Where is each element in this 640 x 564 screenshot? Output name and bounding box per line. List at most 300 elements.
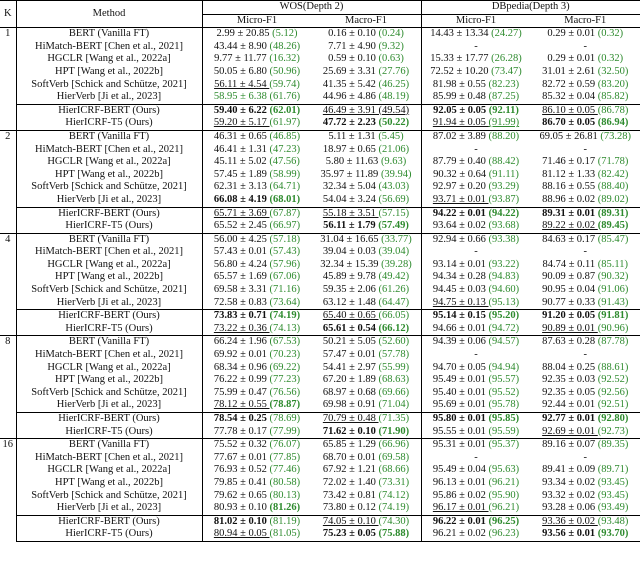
score-best: (74.13)	[269, 322, 301, 334]
score-mean-std: 73.83 ± 0.71	[213, 310, 270, 322]
score-mean-std: 92.77 ± 0.01	[542, 413, 598, 424]
score-best: (93.48)	[597, 515, 629, 527]
score-cell	[312, 66, 422, 79]
method-name: HierVerb [Ji et al., 2023]	[16, 297, 202, 310]
score-best: (71.16)	[269, 284, 301, 296]
k-value: 4	[0, 233, 16, 336]
method-name: SoftVerb [Schick and Schütze, 2021]	[16, 79, 202, 92]
score-mean-std: 57.43 ± 0.01	[213, 246, 270, 258]
score-best: (89.35)	[597, 439, 629, 451]
score-cell	[421, 220, 531, 233]
score-cell	[531, 117, 640, 130]
score-cell	[312, 464, 422, 477]
score-best: (67.53)	[269, 336, 301, 348]
score-mean-std: 94.22 ± 0.01	[432, 207, 489, 219]
score-cell	[421, 387, 531, 400]
score-best: (93.22)	[488, 258, 520, 270]
wos-macro-header: Macro-F1	[312, 14, 422, 28]
score-mean-std: 74.05 ± 0.10	[322, 515, 379, 527]
table-row	[0, 413, 640, 426]
method-name: HierVerb [Ji et al., 2023]	[16, 399, 202, 412]
score-best: (27.76)	[378, 65, 410, 77]
score-best: (78.87)	[269, 399, 301, 411]
score-mean-std: 88.16 ± 0.55	[542, 181, 598, 193]
score-mean-std: 80.94 ± 0.05	[213, 528, 270, 540]
score-cell	[202, 271, 312, 284]
method-name: HierICRF-T5 (Ours)	[16, 117, 202, 130]
score-mean-std: 43.44 ± 8.90	[213, 40, 270, 52]
score-best: (16.32)	[269, 53, 300, 65]
score-best: (81.05)	[269, 528, 301, 540]
method-name: HierICRF-T5 (Ours)	[16, 528, 202, 541]
score-mean-std: 9.77 ± 11.77	[214, 53, 270, 65]
method-name: HPT [Wang et al., 2022b]	[16, 477, 202, 490]
score-cell	[312, 194, 422, 207]
method-name: HierICRF-BERT (Ours)	[16, 413, 202, 426]
score-best: (71.78)	[597, 156, 629, 168]
score-best: (95.57)	[488, 374, 520, 386]
score-best: (73.31)	[378, 476, 410, 488]
score-mean-std: 88.96 ± 0.02	[542, 193, 598, 205]
score-cell	[312, 362, 422, 375]
score-best: (74.19)	[378, 502, 410, 514]
score-mean-std: 45.89 ± 9.78	[322, 271, 379, 283]
score-cell	[202, 387, 312, 400]
score-cell	[312, 426, 422, 439]
score-cell	[202, 323, 312, 336]
score-best: (71.35)	[378, 413, 410, 424]
table-row	[0, 66, 640, 79]
score-best: (91.99)	[488, 117, 520, 129]
score-mean-std: 68.97 ± 0.68	[322, 386, 379, 398]
score-cell	[421, 374, 531, 387]
score-mean-std: 92.69 ± 0.01	[542, 425, 598, 437]
score-best: (74.19)	[269, 310, 301, 322]
score-mean-std: 93.56 ± 0.01	[542, 528, 598, 540]
score-mean-std: 69.92 ± 0.01	[213, 349, 270, 361]
score-mean-std: 90.95 ± 0.04	[542, 284, 598, 296]
method-name: HierICRF-T5 (Ours)	[16, 220, 202, 233]
method-name: HGCLR [Wang et al., 2022a]	[16, 362, 202, 375]
header-row-1	[0, 1, 640, 15]
score-cell	[421, 28, 531, 41]
method-name: BERT (Vanilla FT)	[16, 28, 202, 41]
score-cell	[421, 426, 531, 439]
method-name: HGCLR [Wang et al., 2022a]	[16, 259, 202, 272]
score-best: (93.70)	[597, 528, 629, 540]
score-mean-std: 92.94 ± 0.66	[432, 233, 489, 245]
score-mean-std: 95.86 ± 0.02	[432, 489, 489, 501]
score-mean-std: 82.72 ± 0.59	[542, 78, 598, 90]
score-cell	[202, 452, 312, 465]
score-cell	[202, 477, 312, 490]
score-mean-std: 0.29 ± 0.01	[547, 28, 598, 40]
score-mean-std: 79.85 ± 0.41	[213, 476, 270, 488]
score-best: (92.52)	[597, 374, 629, 386]
score-mean-std: 84.63 ± 0.17	[542, 233, 598, 245]
score-cell: -	[474, 143, 478, 155]
score-cell	[312, 336, 422, 349]
score-best: (77.99)	[269, 425, 301, 437]
method-name: HGCLR [Wang et al., 2022a]	[16, 464, 202, 477]
score-cell	[531, 66, 640, 79]
score-cell	[421, 194, 531, 207]
score-mean-std: 68.70 ± 0.01	[322, 451, 379, 463]
score-best: (96.21)	[488, 502, 520, 514]
table-row	[0, 53, 640, 66]
method-name: HierVerb [Ji et al., 2023]	[16, 91, 202, 104]
score-best: (39.94)	[380, 168, 412, 180]
table-row	[0, 490, 640, 503]
score-mean-std: 63.12 ± 1.48	[322, 296, 379, 308]
score-best: (33.77)	[381, 233, 412, 245]
score-mean-std: 69.98 ± 0.91	[322, 399, 379, 411]
score-mean-std: 0.59 ± 0.10	[328, 53, 379, 65]
score-cell	[312, 349, 422, 362]
score-mean-std: 95.69 ± 0.01	[432, 399, 489, 411]
score-mean-std: 67.92 ± 1.21	[322, 464, 379, 476]
score-cell	[312, 413, 422, 426]
score-best: (91.06)	[597, 284, 629, 296]
score-mean-std: 95.14 ± 0.15	[432, 310, 489, 322]
score-best: (96.23)	[488, 528, 520, 540]
score-mean-std: 46.31 ± 0.65	[213, 130, 270, 142]
score-cell	[531, 323, 640, 336]
score-best: (69.22)	[269, 361, 301, 373]
score-best: (69.66)	[378, 386, 410, 398]
score-best: (5.45)	[378, 130, 404, 142]
method-header: Method	[16, 1, 202, 28]
method-name: HPT [Wang et al., 2022b]	[16, 169, 202, 182]
table-row	[0, 310, 640, 323]
score-cell	[421, 528, 531, 541]
table-row	[0, 374, 640, 387]
score-cell	[312, 246, 422, 259]
score-best: (94.83)	[488, 271, 520, 283]
score-mean-std: 91.94 ± 0.05	[432, 117, 489, 129]
score-best: (9.63)	[380, 156, 407, 168]
score-cell	[202, 79, 312, 92]
score-mean-std: 44.96 ± 4.86	[322, 91, 379, 103]
table-row	[0, 452, 640, 465]
score-best: (93.29)	[488, 181, 520, 193]
table-row	[0, 259, 640, 272]
score-best: (81.19)	[269, 515, 301, 527]
score-cell	[312, 41, 422, 54]
score-cell	[202, 259, 312, 272]
score-best: (77.46)	[269, 464, 301, 476]
method-name: BERT (Vanilla FT)	[16, 336, 202, 349]
score-best: (76.56)	[269, 386, 301, 398]
score-mean-std: 56.11 ± 4.54	[214, 78, 270, 90]
score-best: (96.21)	[488, 476, 520, 488]
table-row	[0, 117, 640, 130]
score-cell	[202, 426, 312, 439]
score-cell	[531, 156, 640, 169]
score-best: (73.64)	[269, 296, 301, 308]
score-mean-std: 45.11 ± 5.02	[214, 156, 270, 168]
table-row	[0, 426, 640, 439]
score-best: (50.96)	[269, 65, 301, 77]
score-best: (61.26)	[378, 284, 410, 296]
score-best: (66.97)	[269, 220, 301, 232]
score-mean-std: 78.54 ± 0.25	[213, 413, 270, 424]
score-cell: -	[474, 40, 478, 52]
dbpedia-header: DBpedia(Depth 3)	[421, 1, 640, 15]
score-best: (91.43)	[597, 296, 629, 308]
score-mean-std: 7.71 ± 4.90	[328, 40, 379, 52]
score-best: (0.32)	[597, 28, 624, 40]
method-name: HPT [Wang et al., 2022b]	[16, 66, 202, 79]
score-mean-std: 32.34 ± 5.04	[322, 181, 379, 193]
method-name: SoftVerb [Schick and Schütze, 2021]	[16, 490, 202, 503]
score-best: (49.42)	[378, 271, 410, 283]
score-cell	[312, 259, 422, 272]
score-best: (61.97)	[269, 117, 301, 129]
table-row	[0, 297, 640, 310]
score-best: (92.80)	[597, 413, 629, 424]
score-mean-std: 68.34 ± 0.96	[213, 361, 270, 373]
score-cell: -	[474, 451, 478, 463]
score-best: (76.07)	[269, 439, 301, 451]
score-cell	[312, 310, 422, 323]
score-best: (77.85)	[269, 451, 301, 463]
score-mean-std: 90.89 ± 0.01	[542, 322, 598, 334]
table-row	[0, 130, 640, 143]
score-best: (92.73)	[597, 425, 629, 437]
score-cell: -	[583, 451, 587, 463]
table-row	[0, 91, 640, 104]
score-mean-std: 91.20 ± 0.05	[542, 310, 598, 322]
score-cell	[531, 490, 640, 503]
score-mean-std: 86.10 ± 0.05	[542, 104, 598, 116]
score-mean-std: 73.80 ± 0.12	[322, 502, 379, 514]
score-mean-std: 94.34 ± 0.28	[432, 271, 489, 283]
table-row	[0, 387, 640, 400]
score-best: (57.78)	[378, 349, 410, 361]
table-row	[0, 169, 640, 182]
score-best: (80.58)	[269, 476, 301, 488]
score-best: (66.12)	[378, 322, 410, 334]
score-cell	[202, 207, 312, 220]
score-cell	[531, 91, 640, 104]
score-cell	[312, 207, 422, 220]
score-mean-std: 94.45 ± 0.03	[432, 284, 489, 296]
score-best: (96.25)	[488, 515, 520, 527]
score-mean-std: 54.04 ± 3.24	[322, 193, 379, 205]
table-row	[0, 246, 640, 259]
score-mean-std: 46.41 ± 1.31	[213, 143, 270, 155]
score-cell	[202, 220, 312, 233]
k-value: 1	[0, 28, 16, 131]
score-mean-std: 87.63 ± 0.28	[542, 336, 598, 348]
score-mean-std: 92.05 ± 0.05	[433, 104, 489, 116]
score-cell: -	[583, 349, 587, 361]
score-mean-std: 59.35 ± 2.06	[322, 284, 379, 296]
score-mean-std: 69.05 ± 26.81	[539, 130, 601, 142]
score-best: (47.56)	[269, 156, 300, 168]
score-mean-std: 81.02 ± 0.10	[213, 515, 270, 527]
score-best: (71.04)	[378, 399, 410, 411]
score-best: (50.22)	[378, 117, 410, 129]
score-best: (90.96)	[597, 322, 629, 334]
table-row	[0, 464, 640, 477]
table-row	[0, 284, 640, 297]
method-name: HiMatch-BERT [Chen et al., 2021]	[16, 144, 202, 157]
score-cell: -	[474, 349, 478, 361]
method-name: HierICRF-BERT (Ours)	[16, 207, 202, 220]
score-cell	[531, 515, 640, 528]
score-cell	[531, 259, 640, 272]
score-cell	[531, 426, 640, 439]
score-mean-std: 92.35 ± 0.03	[542, 374, 598, 386]
score-cell	[421, 439, 531, 452]
score-best: (49.54)	[378, 104, 410, 116]
score-cell	[312, 220, 422, 233]
score-cell	[531, 413, 640, 426]
score-best: (95.78)	[488, 399, 520, 411]
score-best: (68.63)	[378, 374, 410, 386]
method-name: BERT (Vanilla FT)	[16, 439, 202, 452]
score-mean-std: 94.66 ± 0.01	[432, 322, 489, 334]
score-cell	[202, 374, 312, 387]
score-cell	[531, 271, 640, 284]
score-best: (91.11)	[488, 168, 519, 180]
score-best: (47.23)	[269, 143, 301, 155]
score-cell	[531, 169, 640, 182]
score-mean-std: 80.93 ± 0.10	[213, 502, 270, 514]
score-mean-std: 89.22 ± 0.02	[542, 220, 598, 232]
score-best: (56.69)	[378, 193, 410, 205]
score-mean-std: 65.61 ± 0.54	[322, 322, 379, 334]
method-name: HPT [Wang et al., 2022b]	[16, 271, 202, 284]
score-cell	[312, 399, 422, 412]
score-best: (43.03)	[378, 181, 410, 193]
k-value: 16	[0, 439, 16, 542]
score-best: (88.42)	[488, 156, 520, 168]
method-name: SoftVerb [Schick and Schütze, 2021]	[16, 284, 202, 297]
method-name: HGCLR [Wang et al., 2022a]	[16, 53, 202, 66]
method-name: HierICRF-BERT (Ours)	[16, 310, 202, 323]
score-best: (93.87)	[488, 193, 520, 205]
score-best: (5.12)	[272, 28, 298, 40]
score-best: (95.13)	[488, 296, 520, 308]
score-cell	[312, 28, 422, 41]
method-name: HPT [Wang et al., 2022b]	[16, 374, 202, 387]
score-best: (21.06)	[378, 143, 410, 155]
score-mean-std: 58.95 ± 6.38	[213, 91, 270, 103]
score-best: (94.94)	[488, 361, 520, 373]
score-mean-std: 95.55 ± 0.01	[432, 425, 489, 437]
score-cell	[312, 323, 422, 336]
score-best: (89.71)	[597, 464, 629, 476]
score-cell	[531, 439, 640, 452]
score-best: (73.47)	[491, 65, 522, 77]
table-row	[0, 323, 640, 336]
score-mean-std: 96.22 ± 0.01	[432, 515, 489, 527]
dbp-micro-header: Micro-F1	[455, 14, 497, 26]
score-best: (46.25)	[378, 78, 410, 90]
score-cell	[531, 336, 640, 349]
score-cell	[531, 53, 640, 66]
score-best: (95.90)	[488, 489, 520, 501]
table-row	[0, 41, 640, 54]
score-best: (93.45)	[597, 489, 629, 501]
score-cell	[421, 477, 531, 490]
score-mean-std: 76.22 ± 0.99	[213, 374, 270, 386]
table-row	[0, 336, 640, 349]
score-cell	[531, 464, 640, 477]
score-best: (91.81)	[597, 310, 629, 322]
score-cell	[531, 284, 640, 297]
score-mean-std: 90.32 ± 0.64	[433, 168, 489, 180]
score-cell	[312, 130, 422, 143]
score-cell	[312, 53, 422, 66]
score-cell	[421, 207, 531, 220]
score-mean-std: 50.05 ± 6.80	[213, 65, 270, 77]
score-best: (52.60)	[378, 336, 410, 348]
score-mean-std: 0.29 ± 0.01	[547, 53, 598, 65]
score-best: (26.28)	[491, 53, 522, 65]
score-best: (95.37)	[488, 439, 520, 451]
score-cell	[421, 323, 531, 336]
score-best: (83.20)	[597, 78, 629, 90]
table-row	[0, 349, 640, 362]
score-best: (57.18)	[269, 233, 301, 245]
score-cell	[202, 117, 312, 130]
score-cell	[531, 233, 640, 246]
score-mean-std: 59.20 ± 5.17	[213, 117, 270, 129]
score-mean-std: 56.80 ± 4.24	[213, 258, 270, 270]
score-mean-std: 96.17 ± 0.01	[432, 502, 489, 514]
score-cell	[531, 79, 640, 92]
score-mean-std: 59.40 ± 6.22	[213, 104, 270, 116]
score-cell	[531, 207, 640, 220]
score-best: (95.59)	[488, 425, 520, 437]
score-best: (77.23)	[269, 374, 301, 386]
score-best: (67.87)	[269, 207, 301, 219]
score-cell	[421, 117, 531, 130]
score-cell	[421, 169, 531, 182]
score-cell	[202, 246, 312, 259]
score-cell	[312, 79, 422, 92]
score-best: (95.85)	[488, 413, 520, 424]
score-mean-std: 62.31 ± 3.13	[213, 181, 270, 193]
score-cell	[531, 362, 640, 375]
score-best: (94.57)	[488, 336, 520, 348]
score-cell	[421, 490, 531, 503]
score-best: (86.78)	[597, 104, 629, 116]
score-mean-std: 89.31 ± 0.01	[542, 207, 598, 219]
score-cell	[202, 490, 312, 503]
score-mean-std: 93.28 ± 0.06	[542, 502, 598, 514]
score-best: (86.94)	[597, 117, 629, 129]
dbp-macro-header: Macro-F1	[564, 14, 607, 26]
score-mean-std: 65.40 ± 0.65	[322, 310, 379, 322]
table-row	[0, 104, 640, 117]
table-row	[0, 271, 640, 284]
score-cell	[202, 169, 312, 182]
score-mean-std: 31.01 ± 2.61	[542, 65, 598, 77]
score-mean-std: 71.62 ± 0.10	[322, 425, 379, 437]
score-best: (85.82)	[597, 91, 629, 103]
score-cell: -	[583, 40, 587, 52]
method-name: HierICRF-T5 (Ours)	[16, 323, 202, 336]
score-mean-std: 95.31 ± 0.01	[432, 439, 489, 451]
score-best: (87.78)	[597, 336, 629, 348]
score-cell	[202, 284, 312, 297]
score-best: (58.99)	[269, 168, 301, 180]
